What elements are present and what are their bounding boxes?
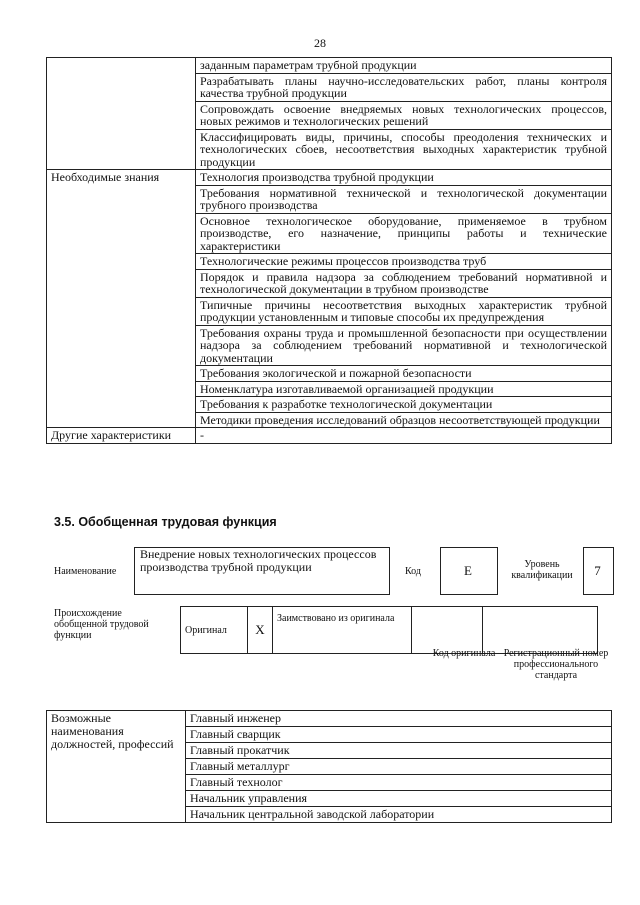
table-row: [47, 170, 612, 186]
positions-list: [186, 711, 611, 822]
table-row: [47, 269, 612, 297]
table-row: [47, 366, 612, 382]
row-label: [47, 129, 196, 170]
row-label: Необходимые знания: [47, 170, 196, 186]
row-label: [47, 213, 196, 254]
table-row: [47, 185, 612, 213]
page-number: 28: [314, 36, 326, 50]
list-item: Главный металлург: [186, 758, 611, 774]
positions-label: Возможные наименования должностей, профессий: [47, 711, 186, 823]
row-text: Требования охраны труда и промышленной безопасности при осуществлении надзора за соблюдением требований нормативной и технологической документации: [196, 325, 612, 366]
table-row: [47, 381, 612, 397]
level-value: 7: [594, 563, 601, 578]
table-row: [47, 58, 612, 74]
table-row: [47, 129, 612, 170]
row-label: [47, 412, 196, 428]
row-text: Технологические режимы процессов производства труб: [196, 254, 612, 270]
row-label: [47, 73, 196, 101]
table-row: [47, 397, 612, 413]
row-label: [47, 269, 196, 297]
row-text: Порядок и правила надзора за соблюдением требований нормативной и технологической документации в трубном производстве: [196, 269, 612, 297]
code-value: E: [464, 563, 472, 578]
name-label: Наименование: [54, 566, 117, 577]
table-row: [47, 412, 612, 428]
table-row: [47, 213, 612, 254]
row-text: Методики проведения исследований образцов несоответствующей продукции: [196, 412, 612, 428]
row-label: [47, 185, 196, 213]
row-text: -: [196, 428, 612, 444]
list-item: Начальник управления: [186, 790, 611, 806]
row-label: [47, 58, 196, 74]
row-text: Технология производства трубной продукции: [196, 170, 612, 186]
level-label: Уровень квалификации: [511, 559, 573, 581]
list-item: Начальник центральной заводской лаборатории: [186, 806, 611, 822]
row-label: [47, 366, 196, 382]
list-item: Главный технолог: [186, 774, 611, 790]
row-label: [47, 397, 196, 413]
list-item: Главный сварщик: [186, 726, 611, 742]
row-text: Сопровождать освоение внедряемых новых технологических процессов, новых режимов и технологических решений: [196, 101, 612, 129]
row-text: Разрабатывать планы научно-исследовательских работ, планы контроля качества трубной продукции: [196, 73, 612, 101]
list-item: Главный инженер: [190, 711, 281, 725]
table-row: [47, 254, 612, 270]
row-text: заданным параметрам трубной продукции: [196, 58, 612, 74]
name-value: Внедрение новых технологических процессов производства трубной продукции: [140, 547, 377, 574]
row-text: Требования нормативной технической и технологической документации трубного производства: [196, 185, 612, 213]
original-label: Оригинал: [181, 607, 248, 654]
row-label: [47, 381, 196, 397]
reg-number-cell: [483, 607, 598, 654]
row-text: Требования экологической и пожарной безопасности: [196, 366, 612, 382]
table-row: [47, 73, 612, 101]
row-text: Классифицировать виды, причины, способы преодоления технических и технологических сбоев, несоответствия выходных характеристик трубной продукции: [196, 129, 612, 170]
origin-table: [180, 606, 598, 654]
row-label: [47, 297, 196, 325]
row-text: Типичные причины несоответствия выходных характеристик трубной продукции установленным и типовые способы их предупреждения: [196, 297, 612, 325]
row-text: Требования к разработке технологической документации: [196, 397, 612, 413]
original-mark: X: [248, 607, 273, 654]
origin-label: Происхождение обобщенной трудовой функции: [54, 608, 149, 641]
table-row: [47, 297, 612, 325]
row-label: [47, 254, 196, 270]
table-row: [47, 428, 612, 444]
row-label: [47, 101, 196, 129]
row-label: Другие характеристики: [47, 428, 196, 444]
reg-number-caption: Регистрационный номер профессионального стандарта: [503, 648, 609, 681]
list-item: Главный прокатчик: [186, 742, 611, 758]
table-row: [47, 101, 612, 129]
code-label: Код: [405, 566, 421, 577]
code-original-caption: Код оригинала: [432, 648, 496, 659]
row-label: [47, 325, 196, 366]
table-row: [47, 325, 612, 366]
section-title: 3.5. Обобщенная трудовая функция: [54, 515, 277, 529]
positions-table: [46, 710, 612, 823]
row-text: Номенклатура изготавливаемой организацией продукции: [196, 381, 612, 397]
borrowed-label: Заимствовано из оригинала: [273, 607, 412, 654]
skills-knowledge-table: [46, 57, 612, 444]
row-text: Основное технологическое оборудование, применяемое в трубном производстве, его назначение, принципы работы и технические характеристики: [196, 213, 612, 254]
code-original-cell: [412, 607, 483, 654]
